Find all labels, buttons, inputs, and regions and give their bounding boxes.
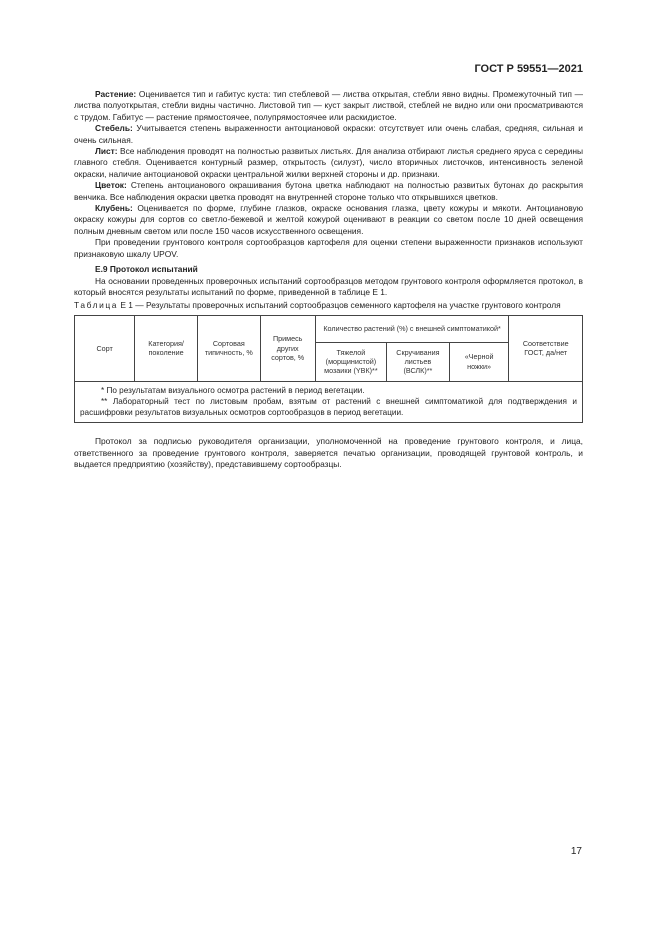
text-flower: Степень антоцианового окрашивания бутона цветка наблюдают на полностью развитых бутонах до раскрытия венчика. Все наблюдения окраски цветка проводят на внутренней стороне только что открывшихся цветков.	[74, 180, 583, 202]
text-tuber: Оценивается по форме, глубине глазков, окраске основания глазка, цвету кожуры и мякоти. Антоциановую окраску кожуры для сортов со светло-бежевой и желтой кожурой оценивают в реакции со светом после 10 дней освещения полным дневным светом или после 150 часов искусственного освещения.	[74, 203, 583, 236]
table-caption-prefix: Таблица	[74, 300, 119, 311]
header-compliance: Соответствие ГОСТ, да/нет	[509, 315, 583, 381]
text-leaf: Все наблюдения проводят на полностью развитых листьях. Для анализа отбирают листья среднего яруса с середины главного стебля. Оценивается контурный размер, открытость (силуэт), число вторичных листочков, интенсивность зеленой окраски, наличие антоциановой окраски центральной жилки верхней стороны и др. признаки.	[74, 146, 583, 179]
table-note-1: * По результатам визуального осмотра растений в период вегетации.	[101, 385, 365, 395]
header-symptoms-group: Количество растений (%) с внешней симптоматикой*	[315, 315, 509, 342]
header-black-leg: «Черной ножки»	[449, 342, 509, 381]
term-stem: Стебель:	[95, 123, 133, 134]
term-leaf: Лист:	[95, 146, 118, 157]
section-intro: На основании проведенных проверочных испытаний сортообразцов методом грунтового контроля оформляется протокол, в который вносятся результаты испытаний по форме, приведенной в таблице Е 1.	[74, 275, 583, 297]
table-caption-text: Е 1 — Результаты проверочных испытаний сортообразцов семенного картофеля на участке грунтового контроля	[118, 300, 561, 311]
page-number: 17	[570, 846, 582, 857]
paragraph-upov: При проведении грунтового контроля сортообразцов картофеля для оценки степени выраженности признаков используют признаковую шкалу UPOV.	[74, 237, 583, 259]
document-code: ГОСТ Р 59551—2021	[474, 63, 583, 75]
term-plant: Растение:	[95, 89, 137, 99]
header-heavy-mosaic: Тяжелой (морщинистой) мозаики (YВК)**	[315, 342, 386, 381]
page-body	[74, 89, 583, 471]
table-caption	[74, 300, 583, 311]
term-tuber: Клубень:	[95, 203, 133, 214]
paragraph-leaf	[74, 146, 583, 180]
text-stem: Учитывается степень выраженности антоциановой окраски: отсутствует или очень слабая, средняя, сильная и очень сильная.	[74, 123, 583, 145]
results-table	[74, 315, 583, 424]
header-leaf-roll: Скручивания листьев (ВСЛК)**	[387, 342, 450, 381]
header-sort: Сорт	[75, 315, 135, 381]
paragraph-tuber	[74, 203, 583, 237]
table-note-2: ** Лабораторный тест по листовым пробам, взятым от растений с внешней симптоматикой для подтверждения и расшифровки результатов визуальных осмотров сортообразцов в период вегетации.	[80, 396, 577, 418]
paragraph-plant	[74, 89, 583, 123]
paragraph-stem	[74, 123, 583, 146]
closing-paragraph: Протокол за подписью руководителя организации, уполномоченной на проведение грунтового контроля, и лица, ответственного за проведение грунтового контроля, заверяется печатью организации, проводящей грунтовой контроль, и выдается предприятию (хозяйству), представившему сортообразцы.	[74, 436, 583, 470]
header-admixture: Примесь других сортов, %	[260, 315, 315, 381]
header-typicality: Сортовая типичность, %	[197, 315, 260, 381]
section-title: Е.9 Протокол испытаний	[95, 264, 198, 275]
term-flower: Цветок:	[95, 180, 127, 191]
paragraph-flower	[74, 180, 583, 203]
header-category: Категория/ поколение	[135, 315, 198, 381]
text-plant: Оценивается тип и габитус куста: тип стеблевой — листва открытая, стебли явно видны. Промежуточный тип — листва полуоткрытая, стебли видны частично. Листовой тип — куст закрыт листвой, стеблей не видно или они просматриваются с трудом. Габитус — растение прямостоячее, полупрямостоячее или раскидистое.	[74, 89, 583, 122]
table-notes	[75, 381, 583, 423]
